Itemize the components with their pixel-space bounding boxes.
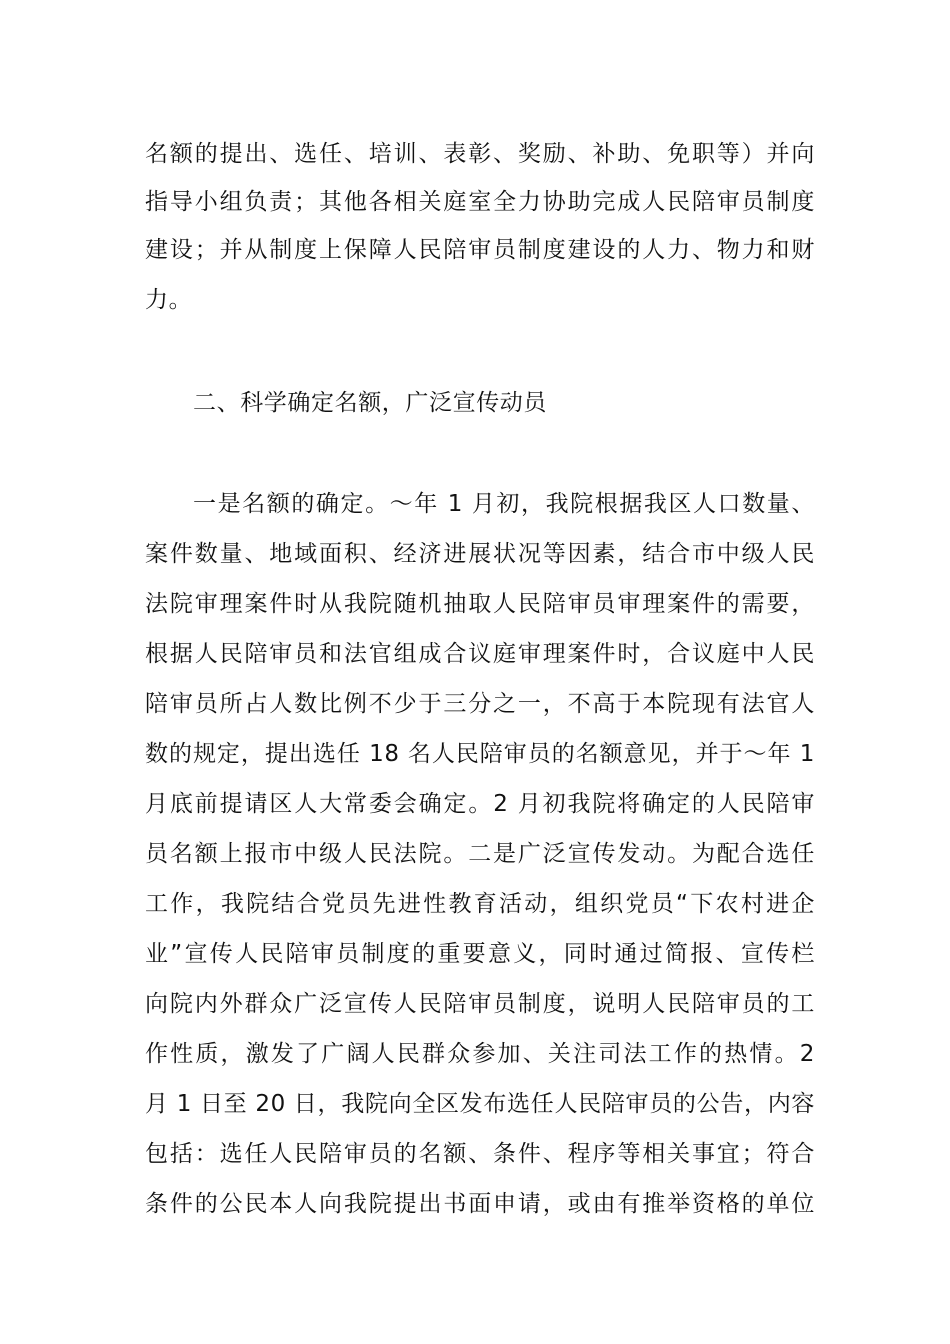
paragraph-line: 指导小组负责；其他各相关庭室全力协助完成人民陪审员制度 [145,189,815,215]
paragraph-line: 条件的公民本人向我院提出书面申请，或由有推举资格的单位 [145,1191,815,1217]
paragraph-line: 根据人民陪审员和法官组成合议庭审理案件时，合议庭中人民 [145,641,815,667]
paragraph-line: 业”宣传人民陪审员制度的重要意义，同时通过简报、宣传栏 [145,941,815,967]
paragraph-line: 向院内外群众广泛宣传人民陪审员制度，说明人民陪审员的工 [145,991,815,1017]
section-heading: 二、科学确定名额，广泛宣传动员 [193,390,547,416]
paragraph-line: 工作，我院结合党员先进性教育活动，组织党员“下农村进企 [145,891,815,917]
paragraph-line: 月底前提请区人大常委会确定。2 月初我院将确定的人民陪审 [145,791,815,817]
paragraph-line: 员名额上报市中级人民法院。二是广泛宣传发动。为配合选任 [145,841,815,867]
paragraph-line: 月 1 日至 20 日，我院向全区发布选任人民陪审员的公告，内容 [145,1091,815,1117]
paragraph-line: 法院审理案件时从我院随机抽取人民陪审员审理案件的需要， [145,591,815,617]
paragraph-line: 力。 [145,287,193,313]
paragraph-line: 包括：选任人民陪审员的名额、条件、程序等相关事宜；符合 [145,1141,815,1167]
paragraph-line: 作性质，激发了广阔人民群众参加、关注司法工作的热情。2 [145,1041,815,1067]
paragraph-line: 建设；并从制度上保障人民陪审员制度建设的人力、物力和财 [145,237,815,263]
paragraph-line: 案件数量、地域面积、经济进展状况等因素，结合市中级人民 [145,541,815,567]
paragraph-line: 一是名额的确定。～年 1 月初，我院根据我区人口数量、 [193,491,815,517]
paragraph-line: 数的规定，提出选任 18 名人民陪审员的名额意见，并于～年 1 [145,741,815,767]
paragraph-line: 名额的提出、选任、培训、表彰、奖励、补助、免职等）并向 [145,141,815,167]
paragraph-line: 陪审员所占人数比例不少于三分之一，不高于本院现有法官人 [145,691,815,717]
